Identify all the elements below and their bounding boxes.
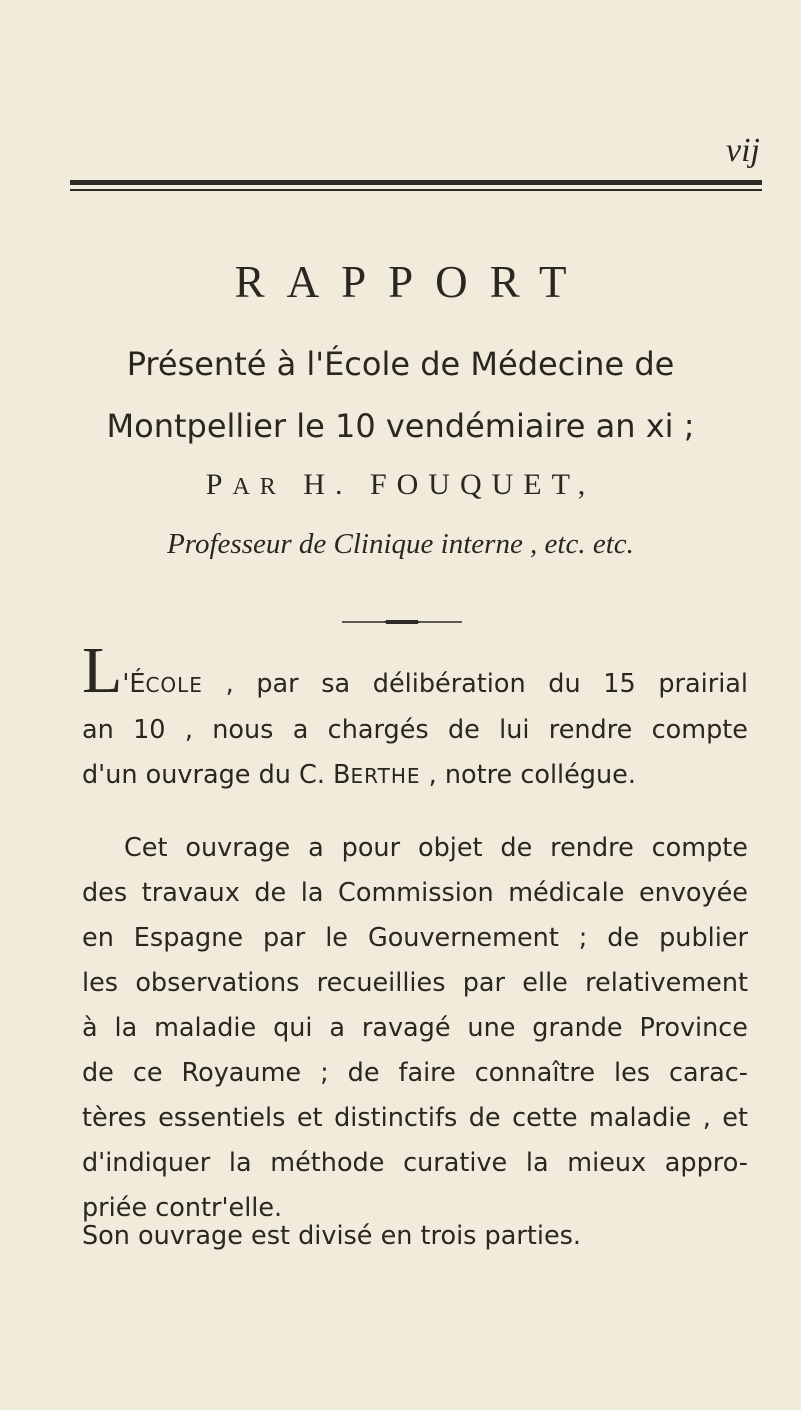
subtitle-line-2: Montpellier le 10 vendémiaire an xi ; [106, 407, 695, 445]
header-rule-thin [70, 189, 762, 191]
subtitle-line-1: Présenté à l'École de Médecine de [126, 345, 675, 383]
paragraph-1-line-1: L'ÉCOLE , par sa délibération du 15 prairial [82, 634, 748, 707]
paragraph-3-line: Son ouvrage est divisé en trois parties. [82, 1221, 582, 1251]
header-rule-thick [70, 180, 762, 185]
paragraph-2-line: d'indiquer la méthode curative la mieux appro- [82, 1148, 748, 1178]
paragraph-2-line: les observations recueillies par elle relativement [82, 968, 748, 998]
paragraph-2-line: à la maladie qui a ravagé une grande Province [82, 1013, 748, 1043]
ornament-divider [342, 618, 462, 626]
paragraph-3 [82, 1214, 748, 1259]
page-folio: vij [726, 132, 760, 169]
author-role: Professeur de Clinique interne , etc. etc. [167, 528, 634, 560]
author-prefix-initial: P [205, 468, 233, 501]
paragraph-1-line-3: d'un ouvrage du C. BERTHE , notre collégue. [82, 760, 636, 790]
paragraph-2-line: de ce Royaume ; de faire connaître les carac- [82, 1058, 748, 1088]
document-title: RAPPORT [234, 257, 589, 307]
paragraph-2 [82, 826, 748, 1231]
drop-cap: L [82, 634, 123, 707]
paragraph-2-line: des travaux de la Commission médicale envoyée [82, 878, 748, 908]
paragraph-2-line: priée contr'elle. [82, 1193, 283, 1223]
author-line [0, 468, 801, 502]
author-prefix-rest: AR [232, 474, 286, 500]
paragraph-2-line: en Espagne par le Gouvernement ; de publier [82, 923, 748, 953]
paragraph-2-line: tères essentiels et distinctifs de cette maladie , et [82, 1103, 748, 1133]
paragraph-1-line-2: an 10 , nous a chargés de lui rendre compte [82, 715, 748, 745]
paragraph-2-line: Cet ouvrage a pour objet de rendre compte [124, 833, 748, 863]
author-name: H. FOUQUET, [303, 468, 596, 501]
paragraph-1 [82, 634, 748, 799]
